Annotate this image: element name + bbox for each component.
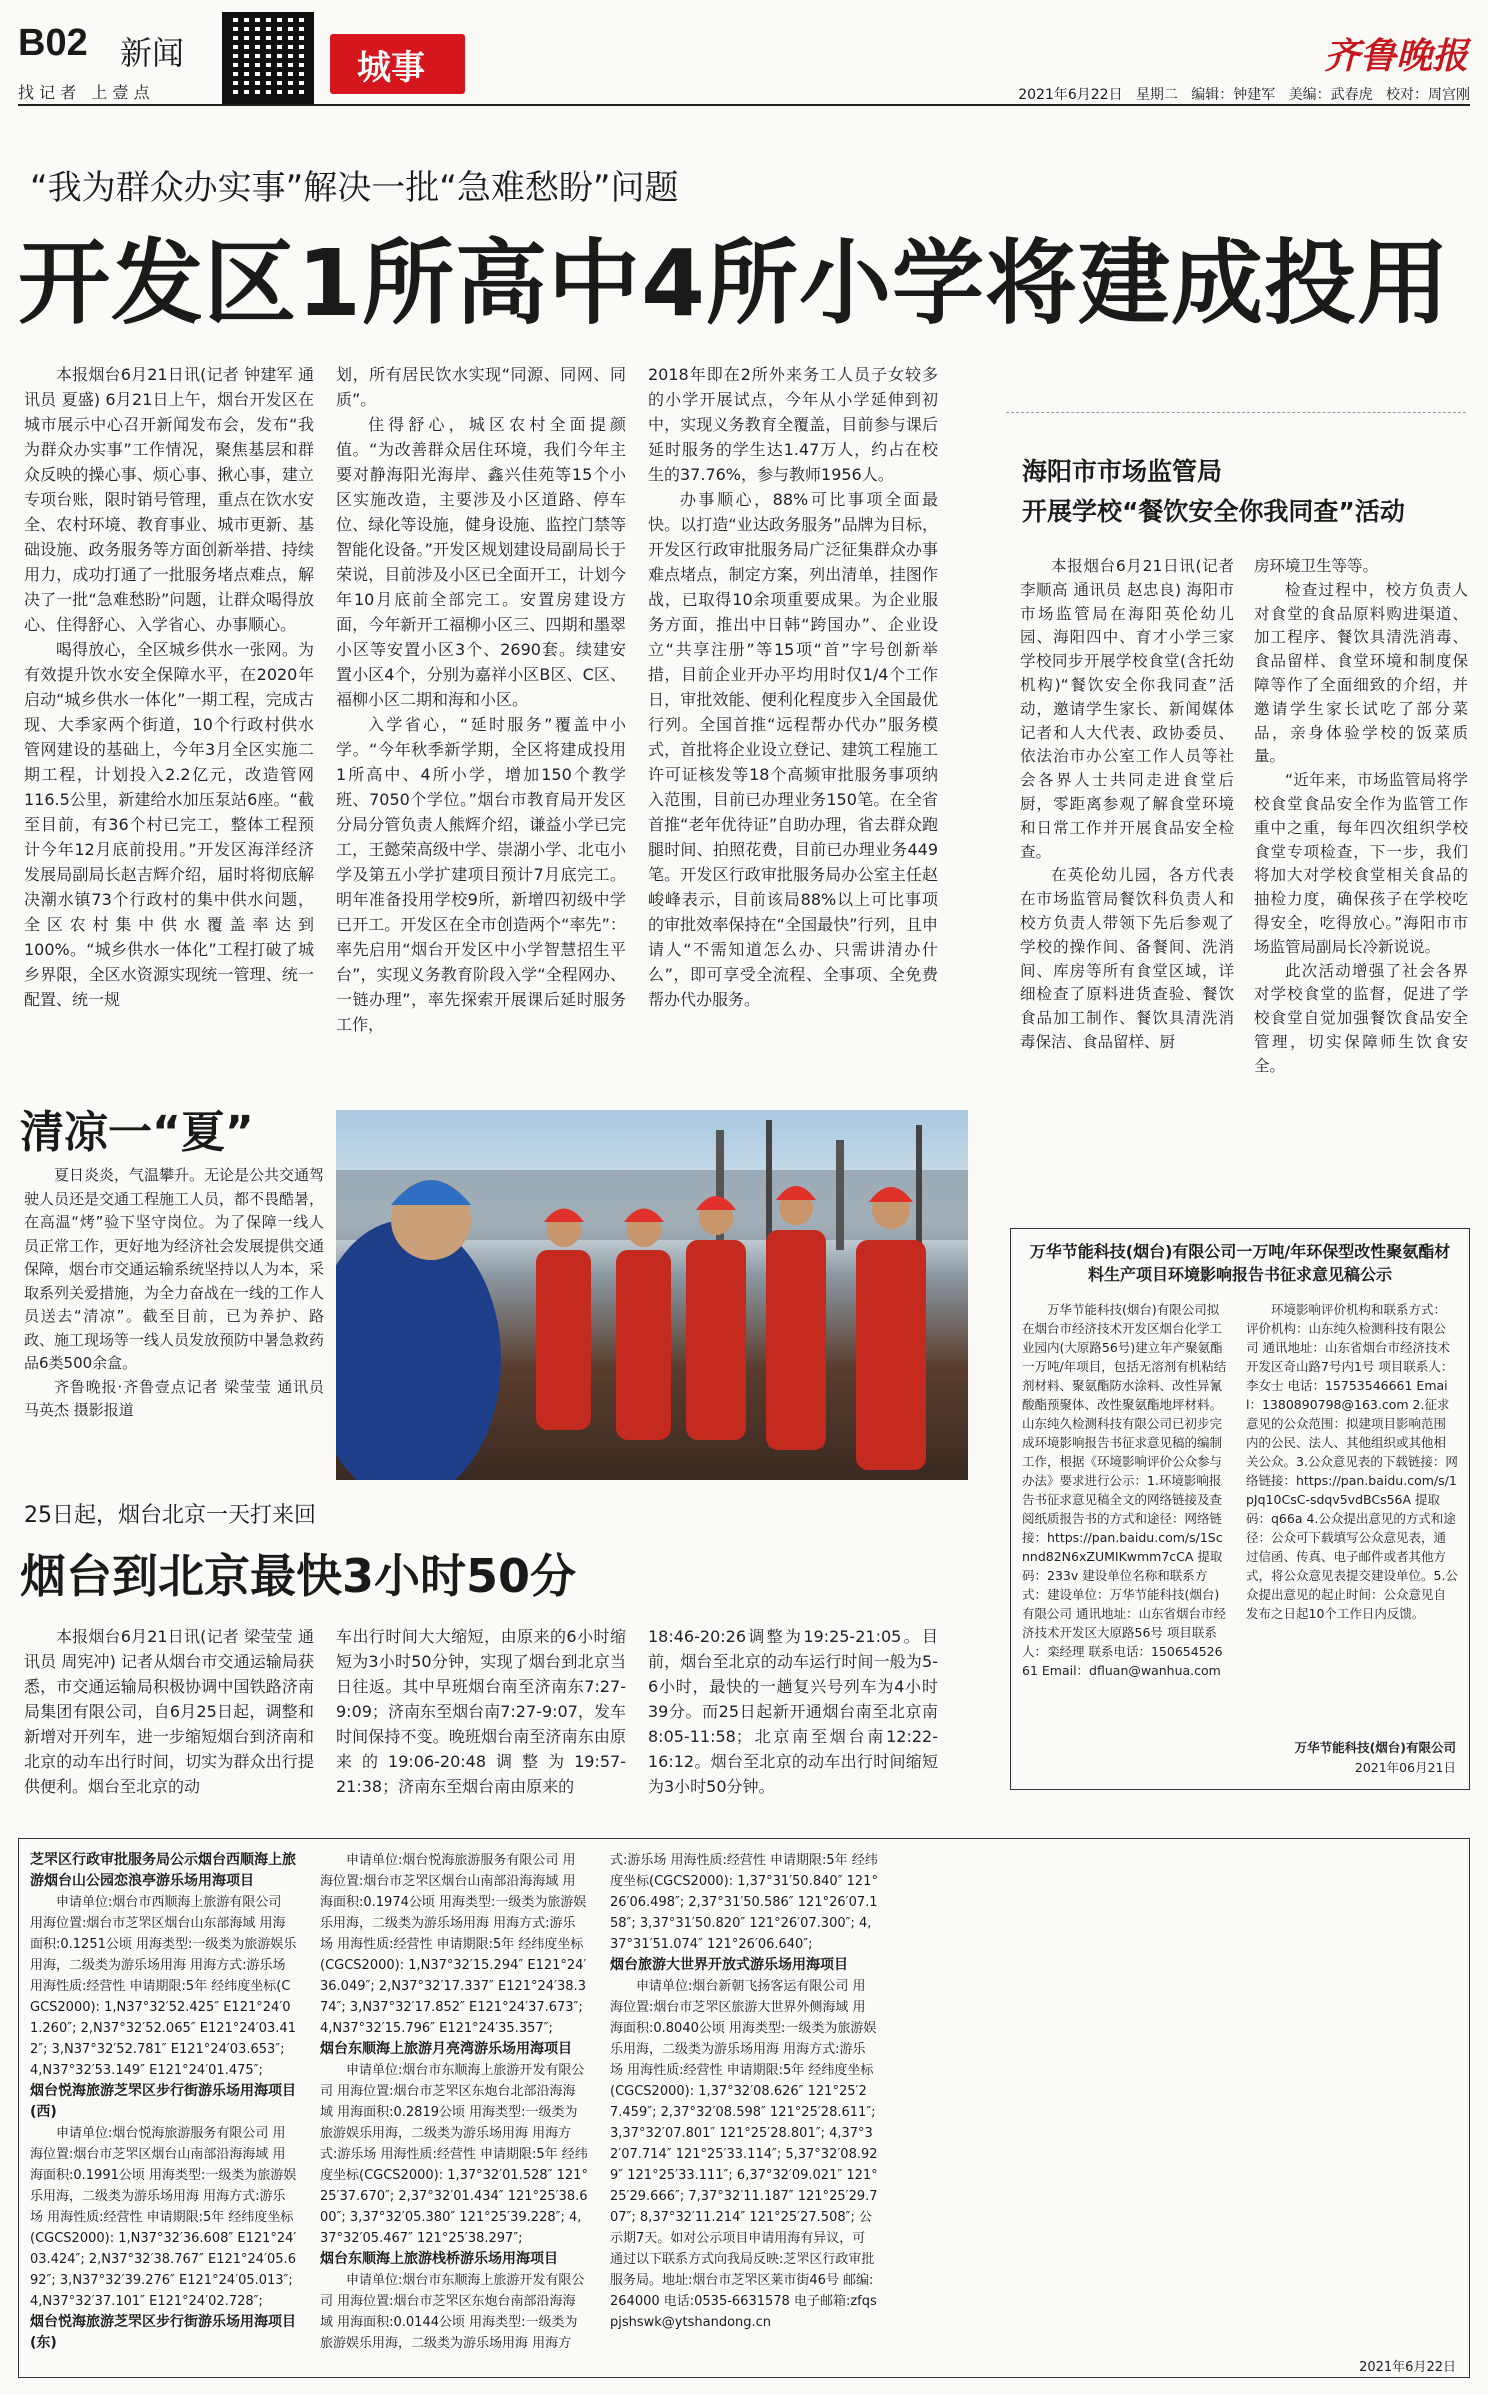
train-para: 18:46-20:26调整为19:25-21:05。目前，烟台至北京的动车运行时间一般为5-6小时，最快的一趟复兴号列车为4小时39分。而25日起新开通烟台南至北京南8:05-11:58；北京南至烟台南12:22-16:12。烟台至北京的动车出行时间缩短为3小时50分钟。 — [648, 1627, 938, 1796]
notice-section-title: 烟台旅游大世界开放式游乐场用海项目 — [610, 1957, 848, 1973]
notice-section — [30, 2081, 298, 2312]
tag-label: 城事 — [357, 48, 425, 88]
side-col-2 — [1254, 555, 1468, 1079]
side-headline-1: 海阳市市场监管局 — [1022, 457, 1223, 486]
main-para: 2018年即在2所外来务工人员子女较多的小学开展试点，今年从小学延伸到初中，实现义务教育全覆盖，目前参与课后延时服务的学生达1.47万人，约占在校生的37.76%，参与教师1956人。 — [648, 365, 938, 484]
ad-col-1 — [1022, 1300, 1230, 1770]
section-name: 新闻 — [120, 34, 185, 72]
cool-body — [24, 1164, 324, 1423]
notice-section-title: 芝罘区行政审批服务局公示烟台西顺海上旅游烟台山公园恋浪亭游乐场用海项目 — [30, 1852, 296, 1889]
header-rule — [18, 104, 1470, 106]
main-para: 住得舒心，城区农村全面提颜值。“为改善群众居住环境，我们今年主要对静海阳光海岸、鑫兴佳苑等15个小区实施改造，主要涉及小区道路、停车位、绿化等设施，健身设施、监控门禁等智能化设备。”开发区规划建设局副局长于荣说，目前涉及小区已全面开工，计划今年10月底前全部完工。安置房建设方面，今年新开工福柳小区三、四期和墨翠小区等安置小区3个、2690套。续建安置小区4个，分别为嘉祥小区B区、C区、福柳小区二期和海和小区。 — [336, 415, 626, 709]
train-col-3 — [648, 1624, 938, 1799]
ad-date: 2021年06月21日 — [1354, 1760, 1456, 1775]
main-para: 办事顺心，88%可比事项全面最快。以打造“业达政务服务”品牌为目标，开发区行政审批服务局广泛征集群众办事难点堵点，制定方案，列出清单，挂图作战，已取得10余项重要成果。为企业服务方面，推出中日韩“跨国办”、企业设立“共享注册”等15项“首”字号创新举措，目前企业开办平均用时仅1/4个工作日，审批效能、便利化程度步入全国最优行列。全国首推“远程帮办代办”服务模式，首批将企业设立登记、建筑工程施工许可证核发等18个高频审批服务事项纳入范围，目前已办理业务150笔。在全省首推“老年优待证”自助办理，省去群众跑腿时间、拍照花费，目前已办理业务449笔。开发区行政审批服务局办公室主任赵峻峰表示，目前该局88%以上可比事项的审批效率保持在“全国最快”行列，且申请人“不需知道怎么办、只需讲清办什么”，即可享受全流程、全事项、全免费帮办代办服务。 — [648, 490, 938, 1009]
main-col-2 — [336, 362, 626, 1037]
notice-section-body: 申请单位:烟台悦海旅游服务有限公司 用海位置:烟台市芝罘区烟台山南部沿海海域 用海面积:0.1991公顷 用海类型:一级类为旅游娱乐用海，二级类为游乐场用海 用海方式:游乐场 用海性质:经营性 申请期限:5年 经纬度坐标(CGCS2000): 1,N37°32′36.608″ E121°24′03.424″; 2,N37°32′38.767″ E121°24′05.692″; 3,N37°32′39.276″ E121°24′05.013″; 4,N37°32′37.101″ E121°24′02.728″; — [30, 2126, 297, 2309]
notice-section — [610, 1955, 878, 2333]
main-kicker: “我为群众办实事”解决一批“急难愁盼”问题 — [30, 168, 679, 208]
notice-date: 2021年6月22日 — [1359, 2360, 1456, 2375]
notice-section-body: 申请单位:烟台市西顺海上旅游有限公司 用海位置:烟台市芝罘区烟台山东部海域 用海面积:0.1251公顷 用海类型:一级类为旅游娱乐用海，二级类为游乐场用海 用海方式:游乐场 用海性质:经营性 申请期限:5年 经纬度坐标(CGCS2000): 1,N37°32′52.425″ E121°24′01.260″; 2,N37°32′52.065″ E121°24′03.412″; 3,N37°32′52.781″ E121°24′03.653″; 4,N37°32′53.149″ E121°24′01.475″; — [30, 1895, 297, 2078]
workers-photo — [336, 1110, 968, 1480]
ad-title: 万华节能科技(烟台)有限公司一万吨/年环保型改性聚氨酯材料生产项目环境影响报告书征求意见稿公示 — [1029, 1242, 1451, 1284]
main-col-3 — [648, 362, 938, 1012]
notice-section-title: 烟台东顺海上旅游月亮湾游乐场用海项目 — [320, 2041, 572, 2057]
notice-section-body: 申请单位:烟台悦海旅游服务有限公司 用海位置:烟台市芝罘区烟台山南部沿海海域 用海面积:0.1974公顷 用海类型:一级类为旅游娱乐用海，二级类为游乐场用海 用海方式:游乐场 用海性质:经营性 申请期限:5年 经纬度坐标(CGCS2000): 1,N37°32′15.294″ E121°24′36.049″; 2,N37°32′17.337″ E121°24′38.374″; 3,N37°32′17.852″ E121°24′37.673″; 4,N37°32′15.796″ E121°24′35.357″; — [320, 1853, 587, 2036]
train-para: 车出行时间大大缩短，由原来的6小时缩短为3小时50分钟，实现了烟台到北京当日往返。其中早班烟台南至济南东7:27-9:09；济南东至烟台南7:27-9:07，发车时间保持不变。晚班烟台南至济南东由原来的19:06-20:48调整为19:57-21:38；济南东至烟台南由原来的 — [336, 1627, 626, 1796]
side-rule — [1006, 412, 1466, 413]
train-para: 本报烟台6月21日讯(记者 梁莹莹 通讯员 周宪冲) 记者从烟台市交通运输局获悉，市交通运输局积极协调中国铁路济南局集团有限公司，自6月25日起，调整和新增对开列车，进一步缩短烟台到济南和北京的动车出行时间，切实为群众出行提供便利。烟台至北京的动 — [24, 1627, 314, 1796]
notice-section-body: 申请单位:烟台市东顺海上旅游开发有限公司 用海位置:烟台市芝罘区东炮台北部沿海海域 用海面积:0.2819公顷 用海类型:一级类为旅游娱乐用海，二级类为游乐场用海 用海方式:游乐场 用海性质:经营性 申请期限:5年 经纬度坐标(CGCS2000): 1,37°32′01.528″ 121°25′37.670″; 2,37°32′01.434″ 121°25′38.600″; 3,37°32′05.380″ 121°25′39.228″; 4,37°32′05.467″ 121°25′38.297″; — [320, 2063, 588, 2246]
date-line: 2021年6月22日 星期二 编辑：钟建军 美编：武春虎 校对：周宫刚 — [1018, 87, 1470, 103]
side-headline-2: 开展学校“餐饮安全你我同查”活动 — [1022, 497, 1405, 526]
train-headline: 烟台到北京最快3小时50分 — [20, 1549, 577, 1603]
cool-para: 夏日炎炎，气温攀升。无论是公共交通驾驶人员还是交通工程施工人员，都不畏酷暑，在高温“烤”验下坚守岗位。为了保障一线人员正常工作，更好地为经济社会发展提供交通保障，烟台市交通运输系统坚持以人为本，采取系列关爱措施，为全力奋战在一线的工作人员送去“清凉”。截至目前，已为养护、路政、施工现场等一线人员发放预防中暑急救药品6类500余盒。 — [24, 1166, 325, 1372]
notice-section-body: 申请单位:烟台新朝飞扬客运有限公司 用海位置:烟台市芝罘区旅游大世界外侧海域 用海面积:0.8040公顷 用海类型:一级类为旅游娱乐用海，二级类为游乐场用海 用海方式:游乐场 用海性质:经营性 申请期限:5年 经纬度坐标(CGCS2000): 1,37°32′08.626″ 121°25′27.459″; 2,37°32′08.598″ 121°25′28.611″; 3,37°32′07.801″ 121°25′28.801″; 4,37°32′07.714″ 121°25′33.114″; 5,37°32′08.929″ 121°25′33.111″; 6,37°32′09.021″ 121°25′29.666″; 7,37°32′11.187″ 121°25′29.707″; 8,37°32′11.214″ 121°25′27.508″; 公示期7天。如对公示项目申请用海有异议，可通过以下联系方式向我局反映:芝罘区行政审批服务局。地址:烟台市芝罘区莱市街46号 邮编:264000 电话:0535-6631578 电子邮箱:zfqspjshswk@ytshandong.cn — [610, 1979, 878, 2330]
main-para: 划，所有居民饮水实现“同源、同网、同质”。 — [336, 365, 626, 409]
qr-code — [222, 12, 314, 104]
ad-col-2 — [1246, 1300, 1458, 1732]
side-para: 本报烟台6月21日讯(记者 李顺高 通讯员 赵忠良) 海阳市市场监管局在海阳英伦幼儿园、海阳四中、育才小学三家学校同步开展学校食堂(含托幼机构)“餐饮安全你我同查”活动，邀请学生家长、新闻媒体记者和人大代表、政协委员、依法治市办公室工作人员等社会各界人士共同走进食堂后厨，零距离参观了解食堂环境和日常工作并开展食品安全检查。 — [1020, 557, 1234, 861]
train-col-1 — [24, 1624, 314, 1799]
main-headline: 开发区1所高中4所小学将建成投用 — [18, 230, 1451, 337]
ad-signature: 万华节能科技(烟台)有限公司 — [1294, 1740, 1456, 1755]
main-para: 喝得放心，全区城乡供水一张网。为有效提升饮水安全保障水平，在2020年启动“城乡供水一体化”一期工程，完成古现、大季家两个街道，10个行政村供水管网建设的基础上，今年3月全区实施二期工程，计划投入2.2亿元，改造管网116.5公里，新建给水加压泵站6座。“截至目前，有36个村已完工，整体工程预计今年12月底前投用。”开发区海洋经济发展局副局长赵吉辉介绍，届时将彻底解决潮水镇73个行政村的集中供水问题，全区农村集中供水覆盖率达到100%。“城乡供水一体化”工程打破了城乡界限，全区水资源实现统一管理、统一配置、统一规 — [24, 640, 314, 1009]
side-para: 房环境卫生等等。 — [1254, 557, 1379, 575]
ad-para: 万华节能科技(烟台)有限公司拟在烟台市经济技术开发区烟台化学工业园内(大原路56号)建立年产聚氨酯一万吨/年项目，包括无溶剂有机粘结剂材料、聚氨酯防水涂料、改性异氰酸酯预聚体、改性聚氨酯地坪材料。山东纯久检测科技有限公司已初步完成环境影响报告书征求意见稿的编制工作，根据《环境影响评价公众参与办法》要求进行公示：1.环境影响报告书征求意见稿全文的网络链接及查阅纸质报告书的方式和途径：网络链接：https://pan.baidu.com/s/1Scnnd82N6xZUMIKwmm7cCA 提取码：233v 建设单位名称和联系方式：建设单位：万华节能科技(烟台)有限公司 通讯地址：山东省烟台市经济技术开发区大原路56号 项目联系人：栾经理 联系电话：15065452661 Email：dfluan@wanhua.com — [1022, 1302, 1227, 1678]
notice-section-title: 烟台悦海旅游芝罘区步行街游乐场用海项目(西) — [30, 2083, 296, 2120]
notice-columns — [30, 1850, 1458, 2355]
notice-section — [320, 2039, 588, 2249]
notice-section — [30, 1850, 298, 2081]
side-para: 此次活动增强了社会各界对学校食堂的监督，促进了学校食堂自觉加强餐饮食品安全管理，切实保障师生饮食安全。 — [1254, 961, 1468, 1075]
ad-para: 环境影响评价机构和联系方式：评价机构：山东纯久检测科技有限公司 通讯地址：山东省烟台市经济技术开发区奇山路7号内1号 项目联系人：李女士 电话：15753546661 Email：1380890798@163.com 2.征求意见的公众范围：拟建项目影响范围内的公民、法人、其他组织或其他相关公众。3.公众意见表的下载链接：网络链接：https://pan.baidu.com/s/1pJq10CsC-sdqv5vdBCs56A 提取码：q66a 4.公众提出意见的方式和途径：公众可下载填写公众意见表，通过信函、传真、电子邮件或者其他方式，将公众意见表提交建设单位。5.公众提出意见的起止时间：公众意见自发布之日起10个工作日内反馈。 — [1246, 1302, 1458, 1621]
paper-logo: 齐鲁晚报 — [1323, 36, 1468, 77]
notice-section-title: 烟台悦海旅游芝罘区步行街游乐场用海项目(东) — [30, 2314, 296, 2351]
sub-left: 找 记 者 上 壹 点 — [18, 83, 150, 102]
train-kicker: 25日起，烟台北京一天打来回 — [24, 1503, 316, 1528]
cool-credit: 齐鲁晚报·齐鲁壹点记者 梁莹莹 通讯员 马英杰 摄影报道 — [24, 1377, 324, 1419]
workers-illustration — [336, 1110, 968, 1480]
side-para: 检查过程中，校方负责人对食堂的食品原料购进渠道、加工程序、餐饮具清洗消毒、食品留样、食堂环境和制度保障等作了全面细致的介绍，并邀请学生家长试吃了部分菜品，亲身体验学校的饭菜质量。 — [1254, 580, 1468, 766]
train-col-2 — [336, 1624, 626, 1799]
side-para: “近年来，市场监管局将学校食堂食品安全作为监管工作重中之重，每年四次组织学校食堂专项检查，下一步，我们将加大对学校食堂相关食品的抽检力度，确保孩子在学校吃得安全，吃得放心。”海阳市市场监管局副局长冷新说说。 — [1254, 771, 1468, 956]
main-col-1 — [24, 362, 314, 1012]
side-para: 在英伦幼儿园，各方代表在市场监管局餐饮科负责人和校方负责人带领下先后参观了学校的操作间、备餐间、洗消间、库房等所有食堂区域，详细检查了原料进货查验、餐饮食品加工制作、餐饮具清洗消毒保洁、食品留样、厨 — [1020, 866, 1234, 1051]
main-para: 本报烟台6月21日讯(记者 钟建军 通讯员 夏盛) 6月21日上午，烟台开发区在城市展示中心召开新闻发布会，发布“我为群众办实事”工作情况，聚焦基层和群众反映的操心事、烦心事、揪心事，建立专项台账，限时销号管理，重点在饮水安全、农村环境、教育事业、城市更新、基础设施、政务服务等方面创新举措、持续用力，成功打通了一批服务堵点难点，解决了一批“急难愁盼”问题，让群众喝得放心、住得舒心、入学省心、办事顺心。 — [24, 365, 314, 634]
notice-section-body: 申请单位:烟台市东顺海上旅游开发有限公司 用海位置:烟台市芝罘区东炮台南部沿海海域 用海面积:0.0144公顷 用海类型:一级类为旅游娱乐用海，二级类为游乐场用海 用海方式:游乐场 用海性质:经营性 申请期限:5年 经纬度坐标(CGCS2000): 1,37°31′50.840″ 121°26′06.498″; 2,37°31′50.586″ 121°26′07.158″; 3,37°31′50.820″ 121°26′07.300″; 4,37°31′51.074″ 121°26′06.640″; — [320, 1853, 878, 2351]
cool-headline: 清凉一“夏” — [20, 1107, 254, 1158]
page-code: B02 — [18, 22, 88, 64]
main-para: 入学省心，“延时服务”覆盖中小学。“今年秋季新学期，全区将建成投用1所高中、4所小学，增加150个教学班、7050个学位。”烟台市教育局开发区分局分管负责人熊辉介绍，谦益小学已完工，王懿荣高级中学、崇湖小学、北屯小学及第五小学扩建项目预计7月底完工。明年准备投用学校9所，新增四初级中学已开工。开发区在全市创造两个“率先”：率先启用“烟台开发区中小学智慧招生平台”，实现义务教育阶段入学“全程网办、一链办理”，率先探索开展课后延时服务工作， — [336, 715, 626, 1034]
side-col-1 — [1020, 555, 1234, 1055]
notice-section-title: 烟台东顺海上旅游栈桥游乐场用海项目 — [320, 2251, 558, 2267]
